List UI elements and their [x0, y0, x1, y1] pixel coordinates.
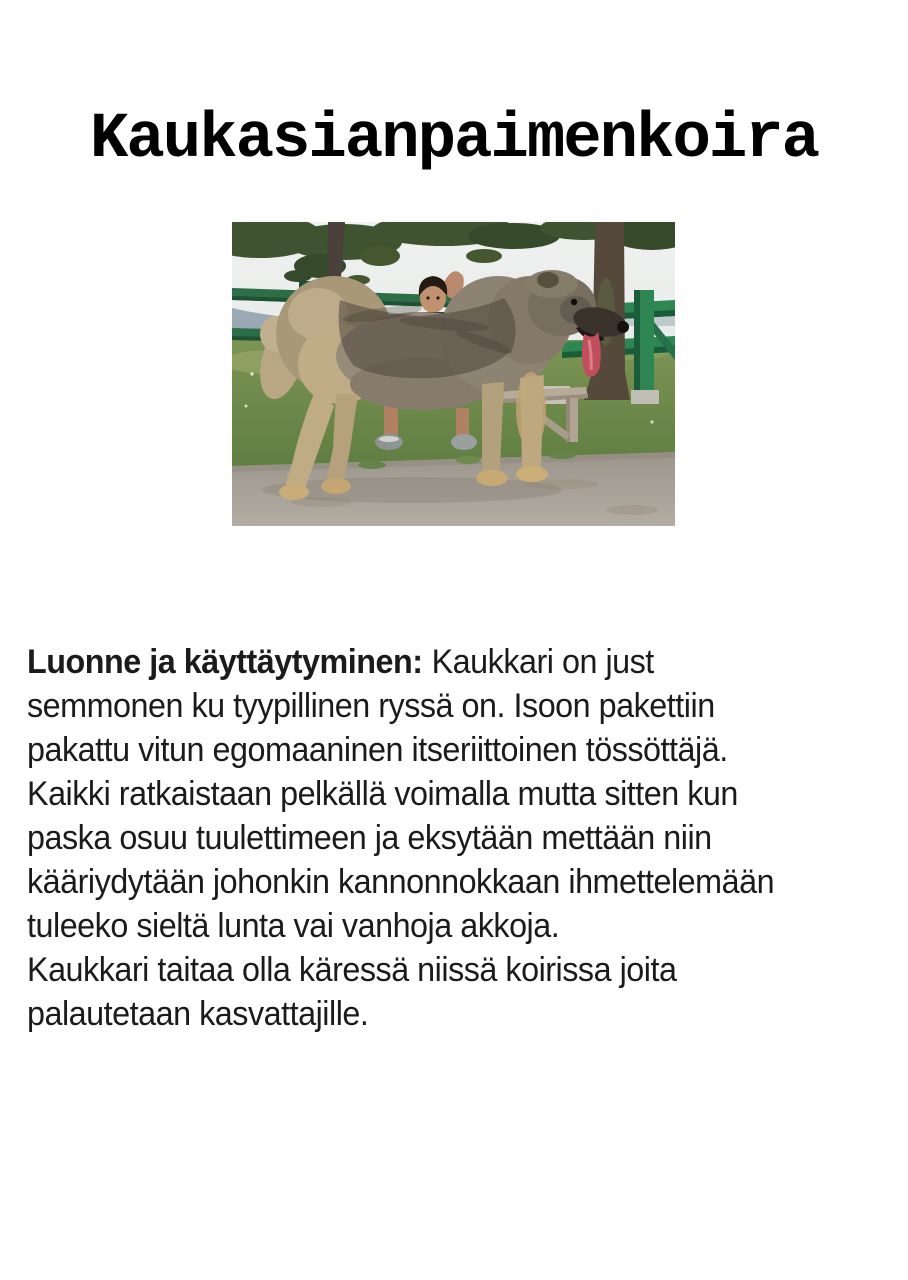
- dog-nose: [617, 321, 629, 333]
- dog-paw: [279, 484, 309, 500]
- paragraph-line: palautetaan kasvattajille.: [27, 995, 369, 1033]
- paragraph-line: semmonen ku tyypillinen ryssä on. Isoon pakettiin: [27, 687, 715, 725]
- dog-photo: [232, 222, 675, 526]
- dog-paw: [516, 466, 548, 482]
- dog-eye: [571, 299, 577, 305]
- paragraph-line: tuleeko sieltä lunta vai vanhoja akkoja.: [27, 907, 560, 945]
- paragraph-text: Kaukkari on just: [431, 643, 654, 681]
- paragraph-line: kääriydytään johonkin kannonnokkaan ihmettelemään: [27, 863, 775, 901]
- dog-photo-illustration: [232, 222, 675, 526]
- man-leg: [456, 408, 469, 438]
- man-leg: [384, 406, 398, 438]
- paragraph-line: [27, 640, 882, 684]
- paragraph-line: pakattu vitun egomaaninen itseriittoinen tössöttäjä.: [27, 731, 728, 769]
- dog-paw: [321, 478, 351, 494]
- page-title: Kaukasianpaimenkoira: [89, 103, 819, 176]
- paragraph-line: Kaukkari taitaa olla käressä niissä koirissa joita: [27, 951, 677, 989]
- dog-paw: [476, 470, 508, 486]
- dog-front-leg: [520, 375, 544, 476]
- lead-label: Luonne ja käyttäytyminen:: [27, 643, 423, 681]
- description-paragraph: [27, 640, 882, 1036]
- paragraph-line: Kaikki ratkaistaan pelkällä voimalla mutta sitten kun: [27, 775, 738, 813]
- man-shoe: [451, 434, 477, 450]
- paragraph-line: paska osuu tuulettimeen ja eksytään mettään niin: [27, 819, 712, 857]
- dog-ear: [537, 272, 559, 288]
